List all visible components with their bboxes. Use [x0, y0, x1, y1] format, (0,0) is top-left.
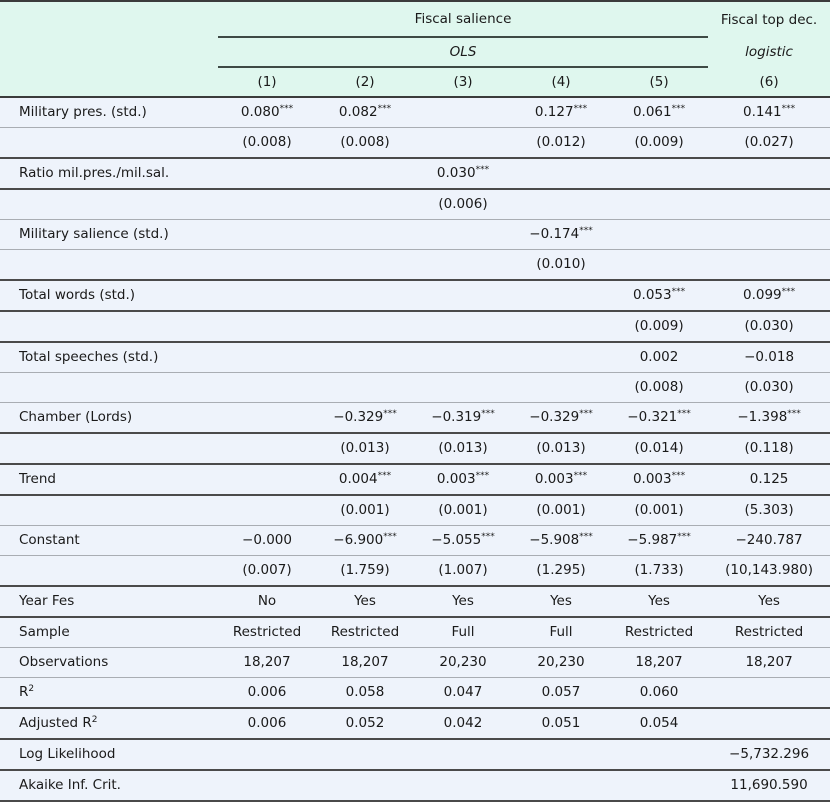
row-label: Chamber (Lords)	[0, 403, 218, 434]
table-cell	[218, 770, 316, 801]
method-ols: OLS	[218, 37, 708, 67]
table-cell	[218, 495, 316, 526]
significance-stars: ***	[383, 409, 397, 419]
table-cell: 0.099***	[708, 280, 830, 311]
table-cell	[708, 158, 830, 189]
table-cell	[218, 373, 316, 403]
table-cell: (0.009)	[610, 311, 708, 342]
table-row	[0, 586, 830, 617]
table-cell	[316, 158, 414, 189]
table-cell	[218, 280, 316, 311]
column-number-5: (5)	[610, 67, 708, 97]
significance-stars: ***	[787, 409, 801, 419]
table-cell: (0.001)	[414, 495, 512, 526]
table-row	[0, 617, 830, 648]
table-cell: (1.007)	[414, 556, 512, 587]
table-cell: (10,143.980)	[708, 556, 830, 587]
table-cell	[316, 280, 414, 311]
significance-stars: ***	[781, 104, 796, 114]
table-cell	[316, 373, 414, 403]
table-row	[0, 678, 830, 709]
row-label: Log Likelihood	[0, 739, 218, 770]
table-cell	[218, 739, 316, 770]
table-cell: (0.013)	[414, 433, 512, 464]
table-cell: −0.321***	[610, 403, 708, 434]
significance-stars: ***	[671, 471, 686, 481]
column-number-3: (3)	[414, 67, 512, 97]
table-cell	[414, 739, 512, 770]
table-row	[0, 220, 830, 250]
table-cell: 11,690.590	[708, 770, 830, 801]
table-cell	[316, 189, 414, 220]
table-cell: (0.001)	[512, 495, 610, 526]
table-row	[0, 648, 830, 678]
table-cell	[512, 158, 610, 189]
table-cell: (0.008)	[610, 373, 708, 403]
table-cell: 0.141***	[708, 97, 830, 128]
table-cell: Restricted	[610, 617, 708, 648]
table-row	[0, 373, 830, 403]
table-row	[0, 311, 830, 342]
significance-stars: ***	[677, 532, 691, 542]
row-label	[0, 250, 218, 281]
table-cell	[414, 97, 512, 128]
table-cell: 0.042	[414, 708, 512, 739]
table-cell	[414, 128, 512, 159]
table-cell	[610, 220, 708, 250]
table-cell: 0.053***	[610, 280, 708, 311]
table-cell: 18,207	[316, 648, 414, 678]
table-cell	[512, 280, 610, 311]
table-cell: 20,230	[512, 648, 610, 678]
table-cell: Yes	[708, 586, 830, 617]
table-cell: (5.303)	[708, 495, 830, 526]
table-cell: (0.007)	[218, 556, 316, 587]
superscript: 2	[28, 684, 35, 694]
table-cell: 18,207	[218, 648, 316, 678]
table-row	[0, 739, 830, 770]
header-corner	[0, 1, 218, 37]
table-cell: 0.054	[610, 708, 708, 739]
table-cell	[708, 220, 830, 250]
table-cell: Yes	[512, 586, 610, 617]
table-row	[0, 342, 830, 373]
table-cell: (0.009)	[610, 128, 708, 159]
table-cell: (1.295)	[512, 556, 610, 587]
table-cell: Restricted	[218, 617, 316, 648]
column-number-6: (6)	[708, 67, 830, 97]
significance-stars: ***	[383, 532, 397, 542]
table-row	[0, 708, 830, 739]
table-cell	[512, 342, 610, 373]
significance-stars: ***	[677, 409, 691, 419]
table-body	[0, 97, 830, 801]
row-label: Akaike Inf. Crit.	[0, 770, 218, 801]
table-cell: (0.118)	[708, 433, 830, 464]
table-row	[0, 526, 830, 556]
table-cell	[218, 342, 316, 373]
significance-stars: ***	[481, 409, 495, 419]
table-row	[0, 189, 830, 220]
significance-stars: ***	[475, 471, 490, 481]
table-cell	[218, 311, 316, 342]
column-number-2: (2)	[316, 67, 414, 97]
table-row	[0, 495, 830, 526]
row-label: $R^2$	[0, 678, 218, 709]
table-cell: Yes	[414, 586, 512, 617]
header-corner	[0, 67, 218, 97]
table-row	[0, 250, 830, 281]
row-label: Military pres. (std.)	[0, 97, 218, 128]
significance-stars: ***	[579, 409, 593, 419]
table-cell	[218, 433, 316, 464]
table-cell: 0.082***	[316, 97, 414, 128]
table-cell	[610, 739, 708, 770]
table-row	[0, 280, 830, 311]
table-cell	[610, 158, 708, 189]
table-cell	[708, 678, 830, 709]
table-cell	[414, 220, 512, 250]
significance-stars: ***	[671, 104, 686, 114]
row-label: Sample	[0, 617, 218, 648]
table-cell	[708, 708, 830, 739]
table-cell	[414, 373, 512, 403]
table-cell	[512, 373, 610, 403]
table-cell: (0.001)	[610, 495, 708, 526]
table-cell	[316, 311, 414, 342]
table-cell	[218, 220, 316, 250]
significance-stars: ***	[279, 104, 294, 114]
table-cell	[218, 189, 316, 220]
table-cell: −240.787	[708, 526, 830, 556]
table-cell: (0.006)	[414, 189, 512, 220]
table-cell	[610, 770, 708, 801]
table-cell: (0.008)	[316, 128, 414, 159]
row-label: Total words (std.)	[0, 280, 218, 311]
table-cell	[512, 311, 610, 342]
table-cell	[218, 464, 316, 495]
table-cell: (0.030)	[708, 311, 830, 342]
table-cell: (0.010)	[512, 250, 610, 281]
significance-stars: ***	[377, 471, 392, 481]
table-cell	[414, 311, 512, 342]
row-label: Year Fes	[0, 586, 218, 617]
table-cell: −5,732.296	[708, 739, 830, 770]
table-cell	[316, 770, 414, 801]
table-cell: Yes	[316, 586, 414, 617]
table-cell: 0.003***	[512, 464, 610, 495]
table-cell: 0.061***	[610, 97, 708, 128]
table-cell: Full	[414, 617, 512, 648]
table-cell	[316, 250, 414, 281]
table-cell: −0.174***	[512, 220, 610, 250]
table-row	[0, 403, 830, 434]
table-cell: 0.003***	[414, 464, 512, 495]
table-cell: 0.127***	[512, 97, 610, 128]
table-cell: −0.319***	[414, 403, 512, 434]
column-number-1: (1)	[218, 67, 316, 97]
table-cell: 0.125	[708, 464, 830, 495]
significance-stars: ***	[573, 471, 588, 481]
table-cell: 0.051	[512, 708, 610, 739]
row-label	[0, 311, 218, 342]
table-cell	[512, 770, 610, 801]
table-cell: (0.013)	[512, 433, 610, 464]
table-row	[0, 97, 830, 128]
table-cell	[708, 189, 830, 220]
row-label	[0, 556, 218, 587]
table-cell: 20,230	[414, 648, 512, 678]
table-cell: 0.006	[218, 708, 316, 739]
table-cell	[708, 250, 830, 281]
significance-stars: ***	[481, 532, 495, 542]
row-label: Trend	[0, 464, 218, 495]
table-cell: Restricted	[316, 617, 414, 648]
table-cell	[512, 739, 610, 770]
table-cell: 0.002	[610, 342, 708, 373]
row-label	[0, 128, 218, 159]
table-cell: −0.329***	[512, 403, 610, 434]
table-cell	[414, 342, 512, 373]
table-cell	[414, 250, 512, 281]
significance-stars: ***	[781, 287, 796, 297]
table-cell	[610, 189, 708, 220]
table-row	[0, 464, 830, 495]
significance-stars: ***	[377, 104, 392, 114]
table-cell: 0.060	[610, 678, 708, 709]
table-cell: (0.014)	[610, 433, 708, 464]
table-cell: 0.057	[512, 678, 610, 709]
table-cell: (1.733)	[610, 556, 708, 587]
table-cell: (0.008)	[218, 128, 316, 159]
row-label: Ratio mil.pres./mil.sal.	[0, 158, 218, 189]
dependent-var-fiscal-salience: Fiscal salience	[218, 1, 708, 37]
significance-stars: ***	[671, 287, 686, 297]
significance-stars: ***	[475, 165, 490, 175]
table-cell: −5.987***	[610, 526, 708, 556]
table-row	[0, 128, 830, 159]
method-logistic: logistic	[708, 37, 830, 67]
table-cell: 0.004***	[316, 464, 414, 495]
row-label: Constant	[0, 526, 218, 556]
row-label: Observations	[0, 648, 218, 678]
table-cell	[414, 280, 512, 311]
table-cell	[316, 220, 414, 250]
table-cell	[512, 189, 610, 220]
table-cell: 0.006	[218, 678, 316, 709]
superscript: 2	[91, 715, 98, 725]
table-cell: (0.001)	[316, 495, 414, 526]
table-cell: Yes	[610, 586, 708, 617]
table-cell	[218, 158, 316, 189]
table-cell: −1.398***	[708, 403, 830, 434]
significance-stars: ***	[579, 226, 593, 236]
table-cell: (1.759)	[316, 556, 414, 587]
header-corner	[0, 37, 218, 67]
table-cell: (0.013)	[316, 433, 414, 464]
table-cell: −0.000	[218, 526, 316, 556]
table-cell	[218, 250, 316, 281]
row-label: Adjusted $R^2$	[0, 708, 218, 739]
table-cell: 18,207	[610, 648, 708, 678]
table-cell: −6.900***	[316, 526, 414, 556]
table-cell: 18,207	[708, 648, 830, 678]
dependent-var-fiscal-top-dec: Fiscal top dec.	[708, 1, 830, 37]
table-cell	[218, 403, 316, 434]
table-cell	[414, 770, 512, 801]
table-cell: Restricted	[708, 617, 830, 648]
table-cell	[316, 739, 414, 770]
column-number-4: (4)	[512, 67, 610, 97]
table-cell	[610, 250, 708, 281]
table-cell: No	[218, 586, 316, 617]
table-row	[0, 770, 830, 801]
table-cell: (0.030)	[708, 373, 830, 403]
table-header	[0, 1, 830, 97]
row-label	[0, 189, 218, 220]
row-label: Total speeches (std.)	[0, 342, 218, 373]
table-cell: 0.058	[316, 678, 414, 709]
table-cell: 0.052	[316, 708, 414, 739]
table-cell: Full	[512, 617, 610, 648]
row-label: Military salience (std.)	[0, 220, 218, 250]
table-cell: −0.329***	[316, 403, 414, 434]
table-cell: 0.047	[414, 678, 512, 709]
table-cell: −0.018	[708, 342, 830, 373]
row-label	[0, 495, 218, 526]
table-cell	[316, 342, 414, 373]
table-cell: 0.080***	[218, 97, 316, 128]
significance-stars: ***	[573, 104, 588, 114]
table-cell: −5.908***	[512, 526, 610, 556]
table-cell: −5.055***	[414, 526, 512, 556]
table-cell: (0.012)	[512, 128, 610, 159]
table-cell: 0.003***	[610, 464, 708, 495]
table-cell: 0.030***	[414, 158, 512, 189]
table-row	[0, 433, 830, 464]
row-label	[0, 373, 218, 403]
table-row	[0, 556, 830, 587]
table-row	[0, 158, 830, 189]
table-cell: (0.027)	[708, 128, 830, 159]
significance-stars: ***	[579, 532, 593, 542]
row-label	[0, 433, 218, 464]
